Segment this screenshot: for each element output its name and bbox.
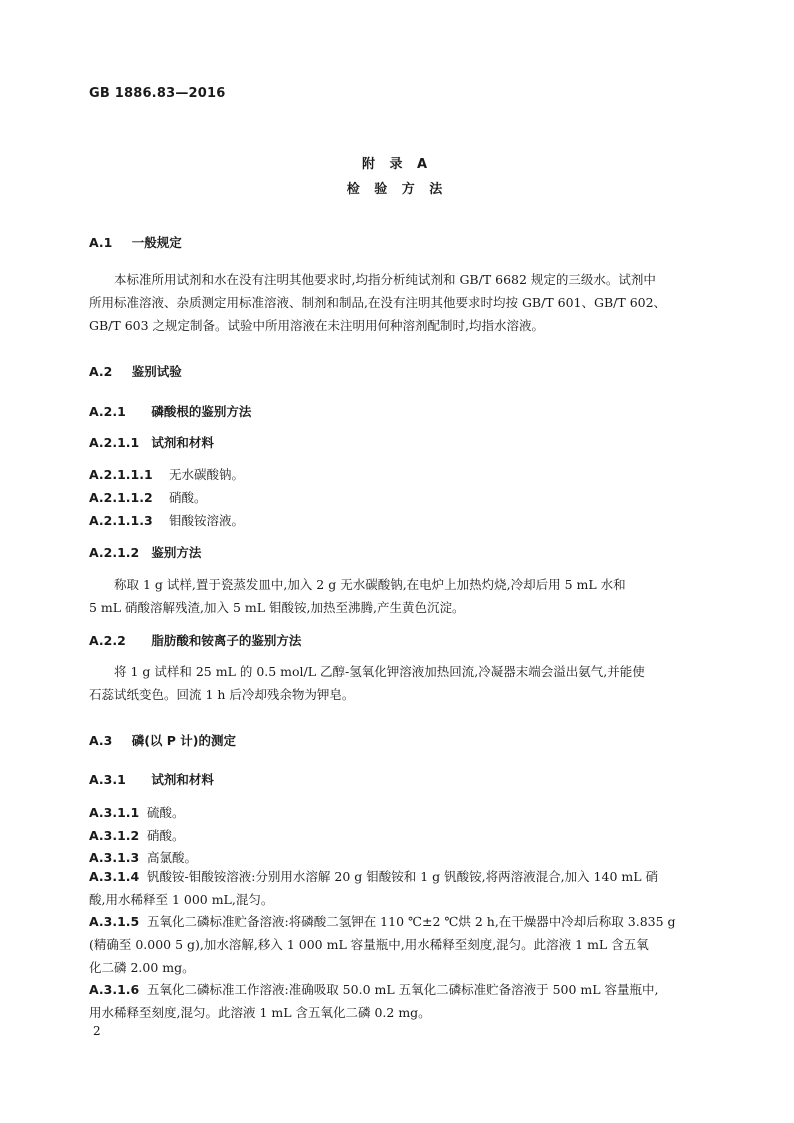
section-number: A.2: [89, 364, 113, 379]
section-heading-a2: [89, 362, 182, 380]
annex-subtitle: 检 验 方 法: [346, 182, 448, 197]
section-title: 磷(以 P 计)的测定: [131, 733, 237, 748]
list-item-a314: [89, 865, 708, 911]
paragraph-line: 所用标准溶液、杂质测定用标准溶液、制剂和制品,在没有注明其他要求时均按 GB/T 601、GB/T 602、: [89, 295, 667, 310]
item-text: 钒酸铵-钼酸铵溶液:分别用水溶解 20 g 钼酸铵和 1 g 钒酸铵,将两溶液混合,加入 140 mL 硝: [147, 869, 659, 884]
section-heading-a212: [89, 543, 201, 561]
item-number: A.2.1.1.2: [89, 490, 153, 505]
section-title: 磷酸根的鉴别方法: [151, 404, 252, 419]
paragraph-a1: [89, 268, 708, 337]
paragraph-line: 石蕊试纸变色。回流 1 h 后冷却残余物为钾皂。: [89, 687, 355, 702]
item-number: A.3.1.4: [89, 869, 140, 884]
section-title: 试剂和材料: [151, 772, 214, 787]
standard-code: GB 1886.83—2016: [89, 86, 226, 101]
item-number: A.3.1.3: [89, 850, 140, 865]
section-title: 一般规定: [131, 235, 182, 250]
section-number: A.3: [89, 733, 113, 748]
item-text: 五氧化二磷标准贮备溶液:将磷酸二氢钾在 110 ℃±2 ℃烘 2 h,在干燥器中冷却后称取 3.835 g: [147, 914, 676, 929]
list-item-a2111: [89, 465, 244, 483]
paragraph-line: [89, 978, 708, 1001]
section-title: 脂肪酸和铵离子的鉴别方法: [151, 633, 302, 648]
paragraph-line: 化二磷 2.00 mg。: [89, 960, 195, 975]
section-title: 鉴别方法: [151, 545, 202, 560]
item-number: A.3.1.6: [89, 982, 140, 997]
paragraph-line: 本标准所用试剂和水在没有注明其他要求时,均指分析纯试剂和 GB/T 6682 规定的三级水。试剂中: [114, 272, 656, 287]
item-text: 无水碳酸钠。: [169, 467, 245, 482]
paragraph-line: 5 mL 硝酸溶解残渣,加入 5 mL 钼酸铵,加热至沸腾,产生黄色沉淀。: [89, 600, 465, 615]
section-heading-a211: [89, 433, 214, 451]
list-item-a316: [89, 978, 708, 1024]
section-title: 鉴别试验: [131, 364, 182, 379]
item-text: 五氧化二磷标准工作溶液:准确吸取 50.0 mL 五氧化二磷标准贮备溶液于 500 mL 容量瓶中,: [147, 982, 659, 997]
section-heading-a21: [89, 402, 251, 420]
item-number: A.2.1.1.3: [89, 513, 153, 528]
section-number: A.2.1.1: [89, 435, 140, 450]
section-number: A.2.1: [89, 404, 126, 419]
section-number: A.1: [89, 235, 113, 250]
section-number: A.2.2: [89, 633, 126, 648]
paragraph-line: [89, 865, 708, 888]
item-number: A.3.1.1: [89, 805, 140, 820]
page-number: 2: [93, 1024, 101, 1038]
item-text: 硝酸。: [169, 490, 207, 505]
paragraph-line: 用水稀释至刻度,混匀。此溶液 1 mL 含五氧化二磷 0.2 mg。: [89, 1005, 431, 1020]
paragraph-line: 称取 1 g 试样,置于瓷蒸发皿中,加入 2 g 无水碳酸钠,在电炉上加热灼烧,冷却后用 5 mL 水和: [114, 577, 626, 592]
list-item-a2112: [89, 488, 207, 506]
paragraph-a22: [89, 660, 708, 706]
list-item-a315: [89, 910, 708, 979]
paragraph-line: (精确至 0.000 5 g),加水溶解,移入 1 000 mL 容量瓶中,用水稀释至刻度,混匀。此溶液 1 mL 含五氧: [89, 937, 649, 952]
list-item-a313: [89, 848, 197, 866]
section-title: 试剂和材料: [151, 435, 214, 450]
item-number: A.2.1.1.1: [89, 467, 153, 482]
paragraph-line: 酸,用水稀释至 1 000 mL,混匀。: [89, 892, 274, 907]
list-item-a312: [89, 826, 185, 844]
list-item-a311: [89, 803, 185, 821]
section-heading-a22: [89, 631, 301, 649]
item-text: 钼酸铵溶液。: [169, 513, 245, 528]
item-number: A.3.1.2: [89, 828, 140, 843]
section-heading-a1: [89, 233, 182, 251]
item-text: 硫酸。: [147, 805, 185, 820]
paragraph-line: GB/T 603 之规定制备。试验中所用溶液在未注明用何种溶剂配制时,均指水溶液。: [89, 318, 545, 333]
annex-title: 附 录 A: [361, 157, 433, 172]
list-item-a2113: [89, 511, 244, 529]
paragraph-a212: [89, 573, 708, 619]
paragraph-line: 将 1 g 试样和 25 mL 的 0.5 mol/L 乙醇-氢氧化钾溶液加热回流,冷凝器末端会溢出氨气,并能使: [114, 664, 645, 679]
paragraph-line: [89, 910, 708, 933]
item-text: 硝酸。: [147, 828, 185, 843]
item-text: 高氯酸。: [147, 850, 198, 865]
section-number: A.2.1.2: [89, 545, 140, 560]
section-number: A.3.1: [89, 772, 126, 787]
section-heading-a3: [89, 731, 236, 749]
item-number: A.3.1.5: [89, 914, 140, 929]
section-heading-a31: [89, 770, 214, 788]
